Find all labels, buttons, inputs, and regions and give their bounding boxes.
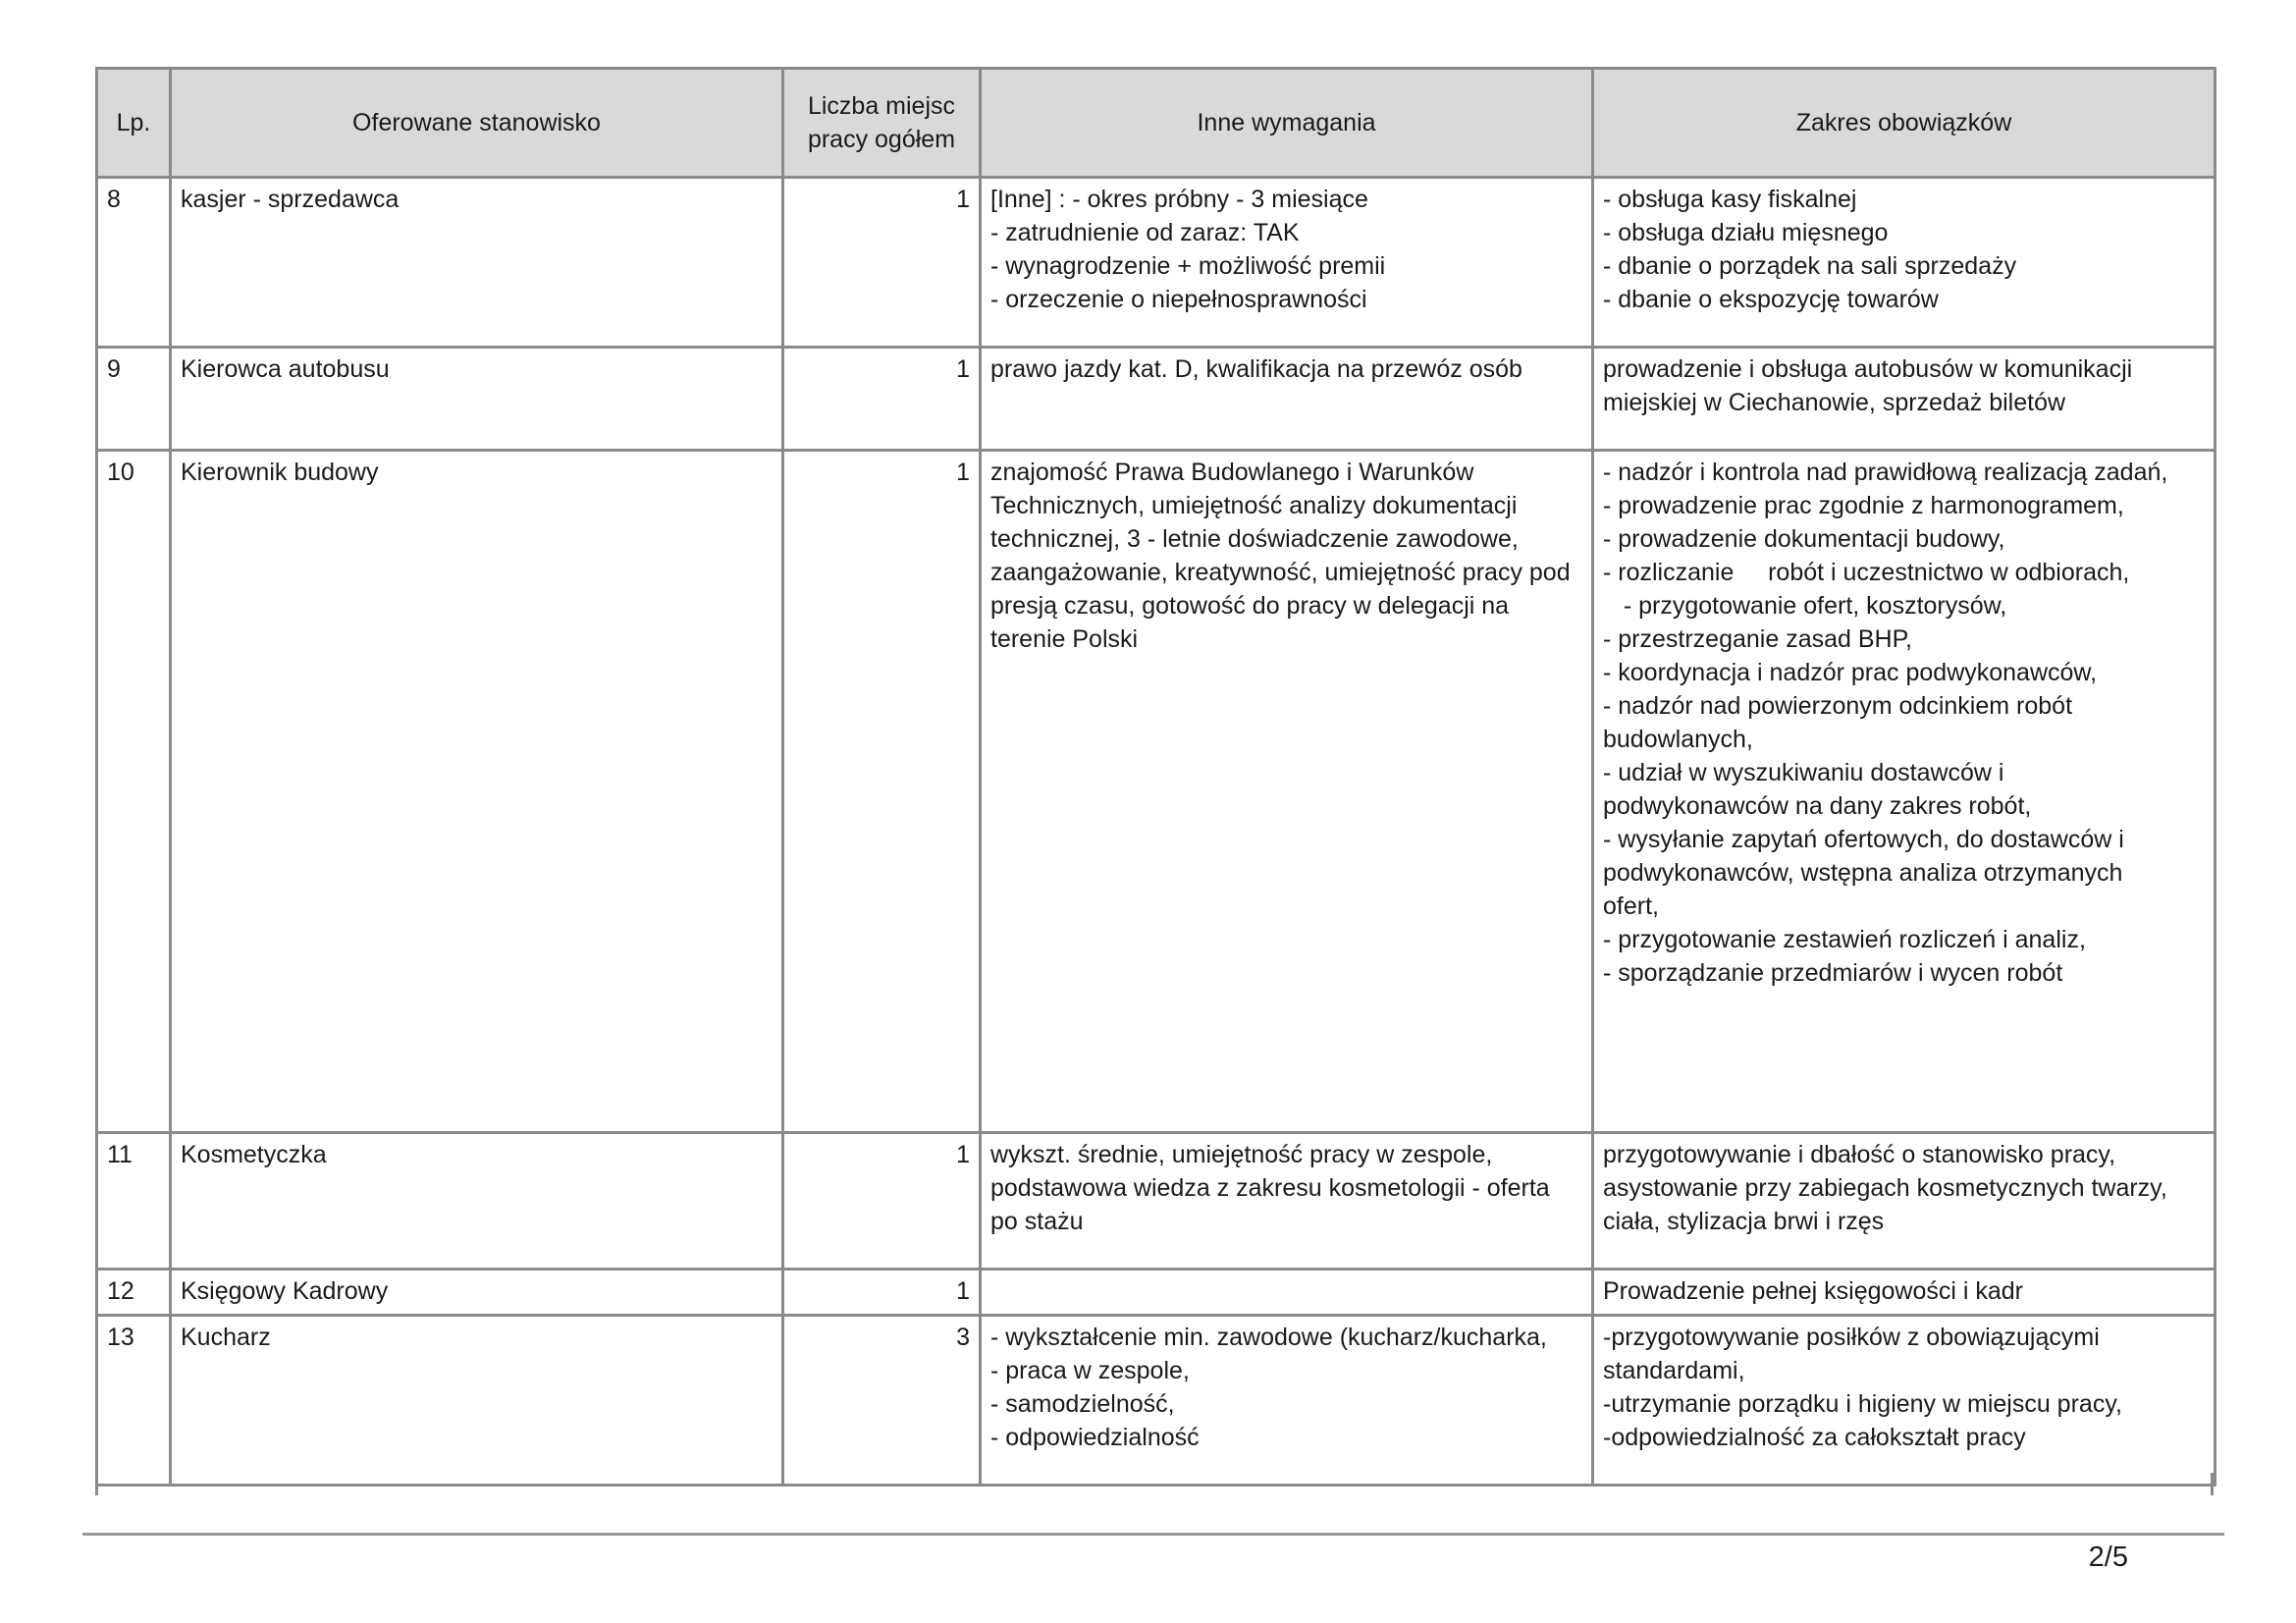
- duties-line: - wysyłanie zapytań ofertowych, do dostawców i: [1603, 826, 2124, 853]
- requirements-line: [Inne] : - okres próbny - 3 miesiące: [990, 186, 1368, 213]
- duties-line: - nadzór i kontrola nad prawidłową realizacją zadań,: [1603, 459, 2168, 486]
- requirements-line: - odpowiedzialność: [990, 1424, 1200, 1451]
- row-requirements-cell: [981, 178, 1593, 348]
- requirements-line: prawo jazdy kat. D, kwalifikacja na przewóz osób: [990, 355, 1522, 383]
- row-count-cell: 3: [783, 1316, 981, 1486]
- duties-line: przygotowywanie i dbałość o stanowisko pracy,: [1603, 1141, 2116, 1168]
- requirements-line: po stażu: [990, 1208, 1084, 1235]
- row-lp-cell: 10: [97, 451, 171, 1133]
- row-lp-cell: 11: [97, 1133, 171, 1270]
- row-requirements-cell: [981, 348, 1593, 451]
- row-lp-cell: 12: [97, 1270, 171, 1316]
- requirements-line: presją czasu, gotowość do pracy w delegacji na: [990, 592, 1510, 620]
- duties-line: -przygotowywanie posiłków z obowiązującymi: [1603, 1324, 2100, 1351]
- row-requirements-cell: [981, 451, 1593, 1133]
- row-position-cell: Kosmetyczka: [171, 1133, 783, 1270]
- row-position-cell: Kierowca autobusu: [171, 348, 783, 451]
- row-position-cell: kasjer - sprzedawca: [171, 178, 783, 348]
- row-requirements-cell: [981, 1133, 1593, 1270]
- duties-line: podwykonawców na dany zakres robót,: [1603, 792, 2032, 820]
- requirements-line: znajomość Prawa Budowlanego i Warunków: [990, 459, 1474, 486]
- row-requirements-cell: [981, 1270, 1593, 1316]
- requirements-line: Technicznych, umiejętność analizy dokumentacji: [990, 492, 1518, 519]
- requirements-line: terenie Polski: [990, 625, 1139, 653]
- header-requirements: Inne wymagania: [981, 69, 1593, 178]
- header-duties: Zakres obowiązków: [1593, 69, 2216, 178]
- row-lp-cell: 9: [97, 348, 171, 451]
- duties-line: - obsługa kasy fiskalnej: [1603, 186, 1857, 213]
- requirements-line: - praca w zespole,: [990, 1357, 1190, 1384]
- requirements-line: podstawowa wiedza z zakresu kosmetologii - oferta: [990, 1174, 1550, 1202]
- job-offers-table: [95, 67, 2216, 1487]
- table-row: [97, 1316, 2216, 1486]
- header-count: Liczba miejsc pracy ogółem: [783, 69, 981, 178]
- requirements-line: technicznej, 3 - letnie doświadczenie zawodowe,: [990, 525, 1519, 553]
- table-row: [97, 451, 2216, 1133]
- duties-line: Prowadzenie pełnej księgowości i kadr: [1603, 1277, 2024, 1305]
- duties-line: -odpowiedzialność za całokształt pracy: [1603, 1424, 2026, 1451]
- duties-line: - prowadzenie prac zgodnie z harmonogramem,: [1603, 492, 2124, 519]
- row-position-cell: Kucharz: [171, 1316, 783, 1486]
- requirements-line: - wynagrodzenie + możliwość premii: [990, 252, 1386, 280]
- row-lp-cell: 13: [97, 1316, 171, 1486]
- table-row: [97, 348, 2216, 451]
- duties-line: - przygotowanie zestawień rozliczeń i analiz,: [1603, 926, 2086, 953]
- requirements-line: - zatrudnienie od zaraz: TAK: [990, 219, 1300, 246]
- duties-line: miejskiej w Ciechanowie, sprzedaż biletów: [1603, 389, 2066, 416]
- duties-line: - dbanie o porządek na sali sprzedaży: [1603, 252, 2017, 280]
- row-count-cell: 1: [783, 1133, 981, 1270]
- footer-divider: [82, 1533, 2224, 1536]
- duties-line: ofert,: [1603, 893, 1659, 920]
- duties-line: - udział w wyszukiwaniu dostawców i: [1603, 759, 2004, 786]
- table-row: [97, 1133, 2216, 1270]
- row-requirements-cell: [981, 1316, 1593, 1486]
- header-position: Oferowane stanowisko: [171, 69, 783, 178]
- requirements-line: - wykształcenie min. zawodowe (kucharz/kucharka,: [990, 1324, 1547, 1351]
- duties-line: - obsługa działu mięsnego: [1603, 219, 1889, 246]
- row-count-cell: 1: [783, 348, 981, 451]
- row-count-cell: 1: [783, 451, 981, 1133]
- table-header-row: [97, 69, 2216, 178]
- job-offers-sheet: [95, 67, 2214, 1495]
- duties-line: - prowadzenie dokumentacji budowy,: [1603, 525, 2005, 553]
- duties-line: -utrzymanie porządku i higieny w miejscu pracy,: [1603, 1390, 2122, 1418]
- table-body: [97, 178, 2216, 1486]
- page-number: 2/5: [2088, 1542, 2128, 1573]
- row-duties-cell: [1593, 1316, 2216, 1486]
- header-lp: Lp.: [97, 69, 171, 178]
- row-duties-cell: [1593, 1133, 2216, 1270]
- table-row: [97, 178, 2216, 348]
- requirements-line: - orzeczenie o niepełnosprawności: [990, 286, 1367, 313]
- duties-line: podwykonawców, wstępna analiza otrzymanych: [1603, 859, 2123, 887]
- requirements-line: zaangażowanie, kreatywność, umiejętność pracy pod: [990, 559, 1571, 586]
- row-count-cell: 1: [783, 1270, 981, 1316]
- row-position-cell: Księgowy Kadrowy: [171, 1270, 783, 1316]
- duties-line: - przygotowanie ofert, kosztorysów,: [1603, 592, 2007, 620]
- row-lp-cell: 8: [97, 178, 171, 348]
- duties-line: - nadzór nad powierzonym odcinkiem robót: [1603, 692, 2073, 720]
- row-duties-cell: [1593, 1270, 2216, 1316]
- row-count-cell: 1: [783, 178, 981, 348]
- row-duties-cell: [1593, 178, 2216, 348]
- duties-line: prowadzenie i obsługa autobusów w komunikacji: [1603, 355, 2133, 383]
- row-duties-cell: [1593, 348, 2216, 451]
- duties-line: standardami,: [1603, 1357, 1745, 1384]
- duties-line: - sporządzanie przedmiarów i wycen robót: [1603, 959, 2063, 987]
- table-row: [97, 1270, 2216, 1316]
- duties-line: - koordynacja i nadzór prac podwykonawców,: [1603, 659, 2098, 686]
- requirements-line: wykszt. średnie, umiejętność pracy w zespole,: [990, 1141, 1493, 1168]
- table-continuation: [95, 1473, 2214, 1495]
- duties-line: - przestrzeganie zasad BHP,: [1603, 625, 1912, 653]
- row-duties-cell: [1593, 451, 2216, 1133]
- duties-line: - dbanie o ekspozycję towarów: [1603, 286, 1939, 313]
- row-position-cell: Kierownik budowy: [171, 451, 783, 1133]
- duties-line: budowlanych,: [1603, 726, 1753, 753]
- requirements-line: - samodzielność,: [990, 1390, 1175, 1418]
- duties-line: - rozliczanie robót i uczestnictwo w odbiorach,: [1603, 559, 2130, 586]
- duties-line: asystowanie przy zabiegach kosmetycznych twarzy,: [1603, 1174, 2167, 1202]
- duties-line: ciała, stylizacja brwi i rzęs: [1603, 1208, 1885, 1235]
